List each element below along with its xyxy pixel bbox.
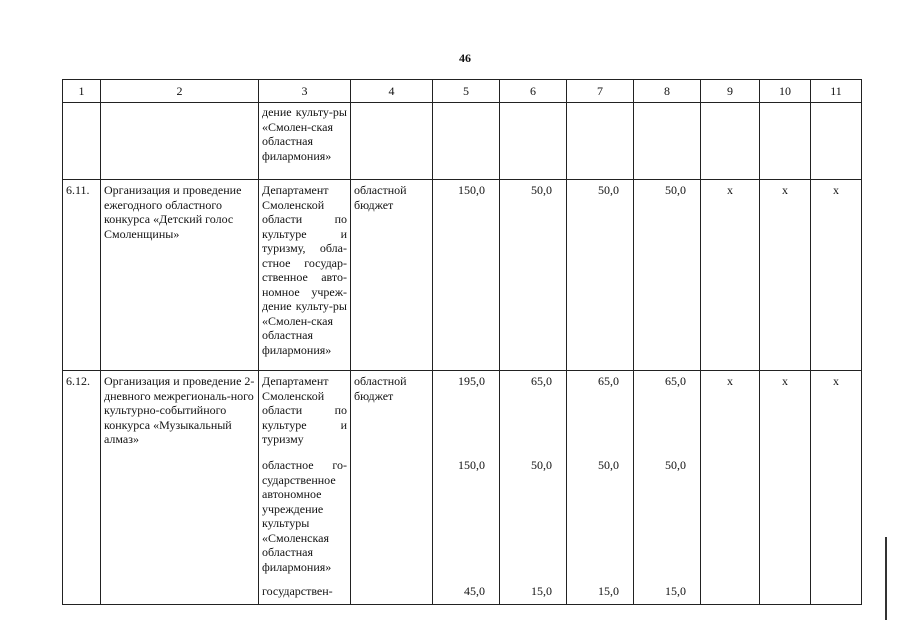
value-col9: х <box>701 180 760 371</box>
value-sub-2: 50,0 <box>531 458 552 472</box>
value-sub-1: 195,0 <box>458 374 485 388</box>
event-name: Организация и проведение ежегодного областного конкурса «Детский голос Смоленщины» <box>101 180 259 371</box>
budget-table <box>62 79 862 605</box>
column-header: 4 <box>351 80 433 103</box>
value-col8: 50,0 <box>634 180 701 371</box>
column-header: 9 <box>701 80 760 103</box>
executor-sub-2: областное го-сударственное автономное учреждение культуры «Смоленская областная филармония» <box>262 458 347 574</box>
value-col6 <box>500 103 567 180</box>
column-header: 3 <box>259 80 351 103</box>
value-col5 <box>433 371 500 605</box>
value-col10 <box>760 103 811 180</box>
value-sub-3: 45,0 <box>464 584 485 598</box>
value-col5 <box>433 103 500 180</box>
value-col10: х <box>760 180 811 371</box>
event-name: Организация и проведение 2-дневного межрегиональ-ного культурно-событийного конкурса «Музыкальный алмаз» <box>101 371 259 605</box>
value-sub-2: 50,0 <box>665 458 686 472</box>
funding-source: областной бюджет <box>351 180 433 371</box>
executor-cell <box>259 371 351 605</box>
value-col11 <box>811 103 862 180</box>
funding-source: областной бюджет <box>351 371 433 605</box>
value-sub-2: 50,0 <box>598 458 619 472</box>
value-col7: 50,0 <box>567 180 634 371</box>
column-header: 5 <box>433 80 500 103</box>
value-sub-3: 15,0 <box>531 584 552 598</box>
executor-sub-1: Департамент Смоленской области по культуре и туризму <box>262 374 347 446</box>
table-row <box>63 180 862 371</box>
event-name <box>101 103 259 180</box>
executor-cell: дение культу-ры «Смолен-ская областная филармония» <box>259 103 351 180</box>
page-number: 46 <box>459 51 471 65</box>
value-col9 <box>701 103 760 180</box>
value-col9: х <box>701 371 760 605</box>
value-col5: 150,0 <box>433 180 500 371</box>
row-number: 6.12. <box>63 371 101 605</box>
value-sub-3: 15,0 <box>665 584 686 598</box>
column-header: 10 <box>760 80 811 103</box>
column-header: 2 <box>101 80 259 103</box>
value-sub-3: 15,0 <box>598 584 619 598</box>
row-number <box>63 103 101 180</box>
column-header: 11 <box>811 80 862 103</box>
value-sub-1: 65,0 <box>598 374 619 388</box>
value-sub-1: 65,0 <box>531 374 552 388</box>
table-header-row <box>63 80 862 103</box>
value-col11: х <box>811 180 862 371</box>
value-col6 <box>500 371 567 605</box>
value-col10: х <box>760 371 811 605</box>
value-col11: х <box>811 371 862 605</box>
table-row <box>63 103 862 180</box>
column-header: 8 <box>634 80 701 103</box>
value-col7 <box>567 103 634 180</box>
executor-cell: Департамент Смоленской области по культуре и туризму, обла-стное государ-ственное авто-номное учреж-дение культу-ры «Смолен-ская областная филармония» <box>259 180 351 371</box>
value-sub-1: 65,0 <box>665 374 686 388</box>
column-header: 7 <box>567 80 634 103</box>
value-col8 <box>634 371 701 605</box>
scan-edge-mark <box>885 537 887 620</box>
value-col7 <box>567 371 634 605</box>
column-header: 1 <box>63 80 101 103</box>
table-row <box>63 371 862 605</box>
row-number: 6.11. <box>63 180 101 371</box>
value-sub-2: 150,0 <box>458 458 485 472</box>
value-col6: 50,0 <box>500 180 567 371</box>
funding-source <box>351 103 433 180</box>
executor-sub-3: государствен- <box>262 584 333 598</box>
value-col8 <box>634 103 701 180</box>
column-header: 6 <box>500 80 567 103</box>
